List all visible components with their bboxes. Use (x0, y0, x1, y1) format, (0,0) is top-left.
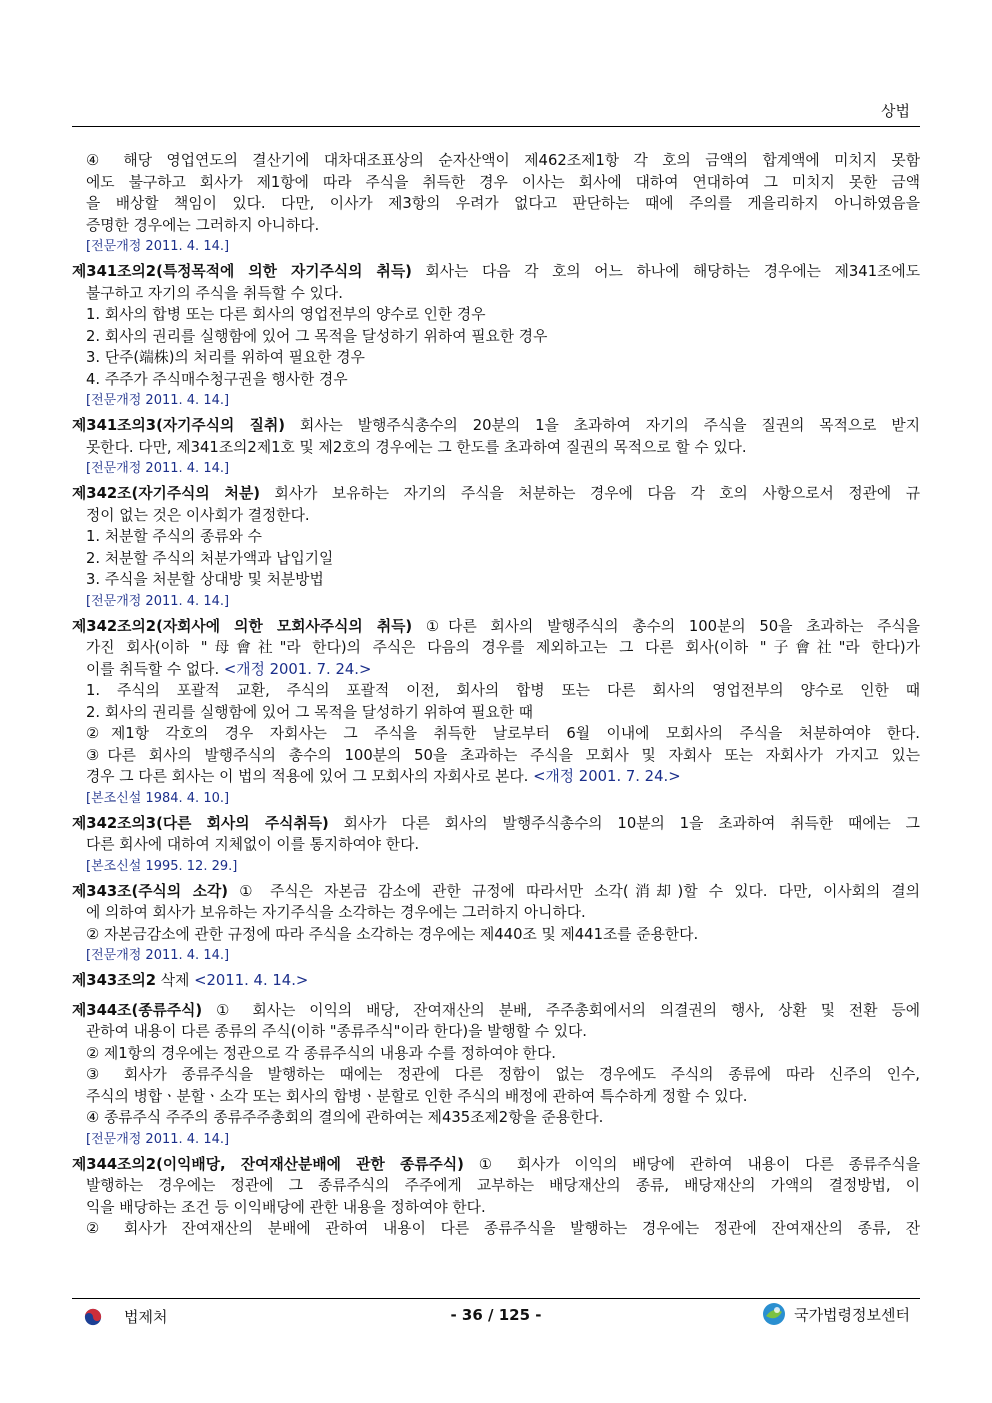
text-line: ② 회사가 잔여재산의 분배에 관하여 내용이 다른 종류주식을 발행하는 경우에는 정관에 잔여재산의 종류, 잔 (86, 1220, 920, 1237)
text-line: 에도 불구하고 회사가 제1항에 따라 주식을 취득한 경우 이사는 회사에 대하여 연대하여 그 미치지 못한 금액 (86, 173, 920, 191)
revision-note: [전문개정 2011. 4. 14.] (86, 461, 230, 476)
text-line: 회사가 보유하는 자기의 주식을 처분하는 경우에 다음 각 호의 사항으로서 정관에 규 (260, 485, 920, 502)
text-line: ② 제1항의 경우에는 정관으로 각 종류주식의 내용과 수를 정하여야 한다. (86, 1044, 556, 1062)
list-item: 3. 주식을 처분할 상대방 및 처분방법 (86, 571, 324, 588)
article-title: 제341조의2(특정목적에 의한 자기주식의 취득) (72, 263, 412, 280)
article-title: 제341조의3(자기주식의 질취) (72, 417, 286, 434)
article-342 (72, 483, 920, 612)
revision-note: [전문개정 2011. 4. 14.] (86, 393, 230, 408)
text-line: ④ 해당 영업연도의 결산기에 대차대조표상의 순자산액이 제462조제1항 각 호의 금액의 합계액에 미치지 못함 (86, 152, 920, 169)
text-line: ①다른 회사의 발행주식의 총수의 100분의 50을 초과하는 주식을 (412, 617, 920, 635)
text-line: 삭제 (156, 972, 195, 989)
article-title: 제343조(주식의 소각) (72, 882, 229, 900)
article-title: 제344조(종류주식) (72, 1001, 203, 1019)
text-line: ① 회사는 이익의 배당, 잔여재산의 분배, 주주총회에서의 의결권의 행사, 상환 및 전환 등에 (202, 1001, 920, 1019)
list-item: 1. 주식의 포괄적 교환, 주식의 포괄적 이전, 회사의 합병 또는 다른 회사의 영업전부의 양수로 인한 때 (86, 682, 920, 699)
article-343-2 (72, 970, 920, 992)
article-title: 제342조의2(자회사에 의한 모회사주식의 취득) (72, 617, 413, 635)
text-line: ③ 회사가 종류주식을 발행하는 때에는 정관에 다른 정함이 없는 경우에도 주식의 종류에 따라 신주의 인수, (86, 1066, 920, 1083)
paragraph-341-4 (72, 150, 920, 257)
article-title: 제342조의3(다른 회사의 주식취득) (72, 814, 329, 832)
text-line: 경우 그 다른 회사는 이 법의 적용에 있어 그 모회사의 자회사로 본다. (86, 768, 534, 785)
document-header-title: 상법 (881, 102, 910, 120)
text-line: 못한다. 다만, 제341조의2제1호 및 제2호의 경우에는 그 한도를 초과하여 질권의 목적으로 할 수 있다. (86, 438, 747, 456)
revision-note: [본조신설 1995. 12. 29.] (86, 858, 238, 874)
list-item: 2. 처분할 주식의 처분가액과 납입기일 (86, 549, 334, 567)
article-344 (72, 1000, 920, 1150)
text-line: 이를 취득할 수 없다. (86, 660, 224, 678)
footer-divider (72, 1298, 920, 1299)
text-line: 정이 없는 것은 이사회가 결정한다. (86, 506, 310, 524)
article-343 (72, 881, 920, 967)
text-line: ④ 종류주식 주주의 종류주주총회의 결의에 관하여는 제435조제2항을 준용한다. (86, 1109, 604, 1126)
footer-right (762, 1302, 910, 1326)
list-item: 2. 회사의 권리를 실행함에 있어 그 목적을 달성하기 위하여 필요한 경우 (86, 327, 548, 345)
law-center-logo-icon (762, 1302, 786, 1326)
text-line: 주식의 병합ㆍ분할ㆍ소각 또는 회사의 합병ㆍ분할로 인한 주식의 배정에 관하여 특수하게 정할 수 있다. (86, 1087, 748, 1105)
article-342-2 (72, 616, 920, 809)
revision-note: [전문개정 2011. 4. 14.] (86, 1131, 230, 1147)
amendment-note: <개정 2001. 7. 24.> (223, 660, 372, 678)
text-line: 을 배상할 책임이 있다. 다만, 이사가 제3항의 우려가 없다고 판단하는 때에 주의를 게을리하지 아니하였음을 (86, 195, 920, 212)
article-title: 제343조의2 (72, 972, 157, 989)
text-line: ② 자본금감소에 관한 규정에 따라 주식을 소각하는 경우에는 제440조 및 제441조를 준용한다. (86, 925, 699, 943)
revision-note: [전문개정 2011. 4. 14.] (86, 239, 230, 254)
article-341-2 (72, 261, 920, 411)
text-line: 회사는 발행주식총수의 20분의 1을 초과하여 자기의 주식을 질권의 목적으로 받지 (285, 417, 920, 434)
text-line: 회사는 다음 각 호의 어느 하나에 해당하는 경우에는 제341조에도 (411, 263, 920, 280)
article-title: 제344조의2(이익배당, 잔여재산분배에 관한 종류주식) (72, 1155, 464, 1173)
amendment-note: <개정 2001. 7. 24.> (533, 768, 681, 785)
list-item: 4. 주주가 주식매수청구권을 행사한 경우 (86, 370, 348, 388)
text-line: 회사가 다른 회사의 발행주식총수의 10분의 1을 초과하여 취득한 때에는 그 (328, 814, 920, 832)
text-line: ②제1항 각호의 경우 자회사는 그 주식을 취득한 날로부터 6월 이내에 모회사의 주식을 처분하여야 한다. (86, 725, 920, 742)
article-341-3 (72, 415, 920, 479)
text-line: 관하여 내용이 다른 종류의 주식(이하 "종류주식"이라 한다)을 발행할 수 있다. (86, 1023, 588, 1040)
list-item: 1. 회사의 합병 또는 다른 회사의 영업전부의 양수로 인한 경우 (86, 306, 486, 323)
document-body (72, 150, 920, 1244)
revision-note: [본조신설 1984. 4. 10.] (86, 790, 230, 806)
text-line: 증명한 경우에는 그러하지 아니하다. (86, 216, 320, 234)
article-342-3 (72, 813, 920, 877)
text-line: 불구하고 자기의 주식을 취득할 수 있다. (86, 284, 343, 302)
list-item: 2. 회사의 권리를 실행함에 있어 그 목적을 달성하기 위하여 필요한 때 (86, 703, 534, 721)
revision-note: [전문개정 2011. 4. 14.] (86, 593, 230, 609)
text-line: 발행하는 경우에는 정관에 그 종류주식의 주주에게 교부하는 배당재산의 종류, 배당재산의 가액의 결정방법, 이 (86, 1177, 920, 1194)
article-344-2 (72, 1154, 920, 1240)
text-line: ① 주식은 자본금 감소에 관한 규정에 따라서만 소각(消却)할 수 있다. 다만, 이사회의 결의 (228, 882, 920, 900)
revision-note: [전문개정 2011. 4. 14.] (86, 948, 230, 963)
footer-ministry-name: 법제처 (124, 1308, 168, 1326)
header-divider (72, 126, 920, 127)
text-line: 에 의하여 회사가 보유하는 자기주식을 소각하는 경우에는 그러하지 아니하다. (86, 904, 586, 921)
list-item: 3. 단주(端株)의 처리를 위하여 필요한 경우 (86, 349, 365, 366)
article-title: 제342조(자기주식의 처분) (72, 485, 261, 502)
footer-center-name: 국가법령정보센터 (794, 1305, 910, 1324)
text-line: ① 회사가 이익의 배당에 관하여 내용이 다른 종류주식을 (463, 1155, 920, 1173)
amendment-note: <2011. 4. 14.> (194, 972, 309, 989)
text-line: ③다른 회사의 발행주식의 총수의 100분의 50을 초과하는 주식을 모회사 및 자회사 또는 자회사가 가지고 있는 (86, 746, 920, 764)
text-line: 익을 배당하는 조건 등 이익배당에 관한 내용을 정하여야 한다. (86, 1198, 486, 1216)
page-number: - 36 / 125 - (450, 1306, 542, 1324)
list-item: 1. 처분할 주식의 종류와 수 (86, 528, 262, 545)
text-line: 가진 회사(이하 "母會社"라 한다)의 주식은 다음의 경우를 제외하고는 그 다른 회사(이하 "子會社"라 한다)가 (86, 639, 920, 656)
text-line: 다른 회사에 대하여 지체없이 이를 통지하여야 한다. (86, 836, 420, 853)
